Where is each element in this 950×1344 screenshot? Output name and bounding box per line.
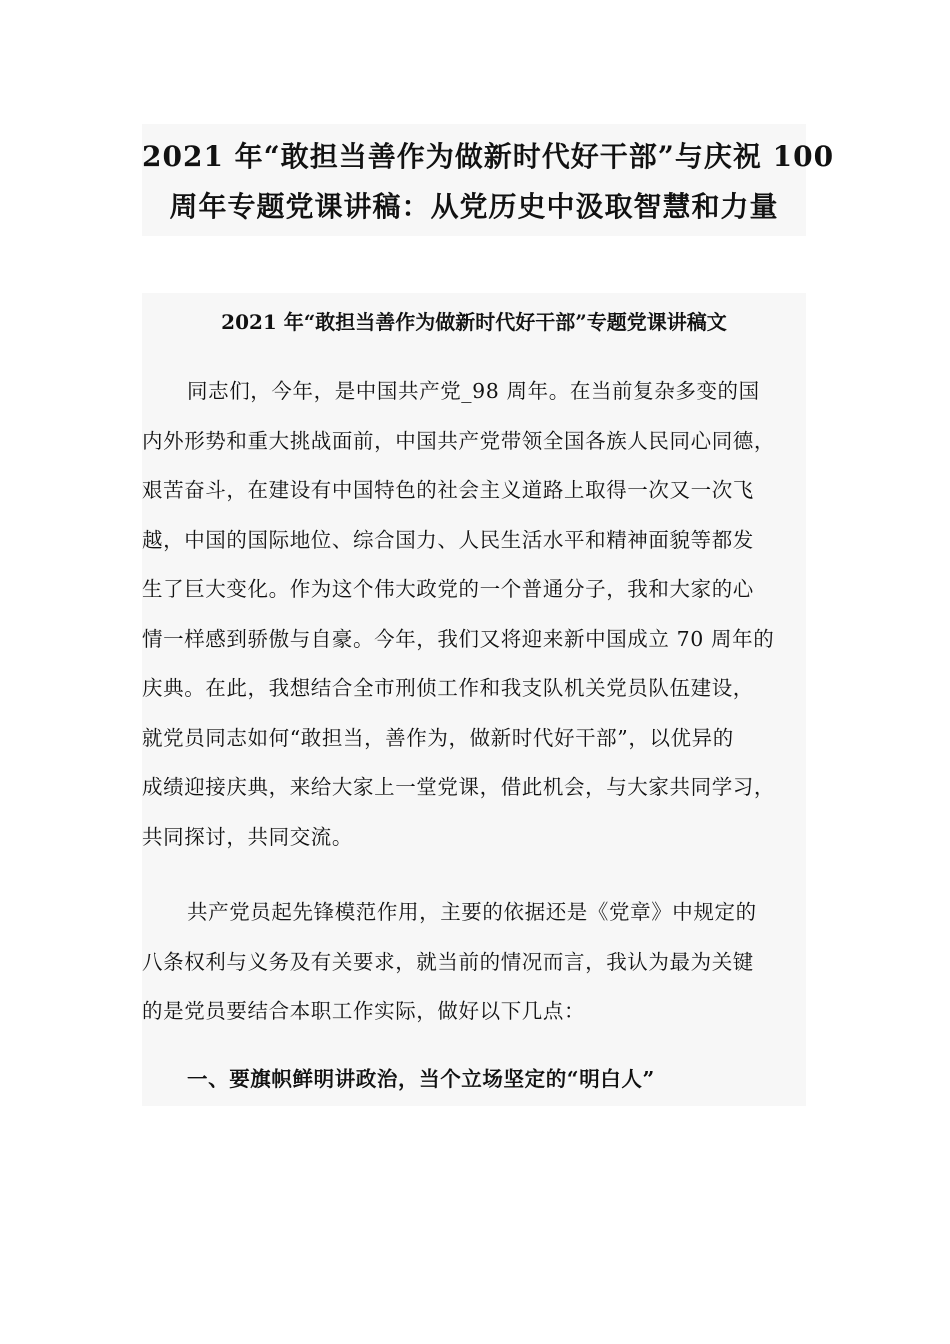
- paragraph-line: 生了巨大变化。作为这个伟大政党的一个普通分子，我和大家的心: [142, 577, 754, 601]
- paragraph-line: 八条权利与义务及有关要求，就当前的情况而言，我认为最为关键: [142, 949, 754, 974]
- paragraph-line: 成绩迎接庆典，来给大家上一堂党课，借此机会，与大家共同学习，: [142, 775, 775, 799]
- paragraph-line: 庆典。在此，我想结合全市刑侦工作和我支队机关党员队伍建设，: [142, 676, 754, 700]
- paragraph-line: 艰苦奋斗，在建设有中国特色的社会主义道路上取得一次又一次飞: [142, 478, 754, 502]
- paragraph-line: 同志们，今年，是中国共产党_98 周年。在当前复杂多变的国: [187, 379, 760, 403]
- paragraph-line: 共同探讨，共同交流。: [142, 824, 353, 849]
- paragraph-2: [142, 888, 806, 1037]
- paragraph-line: 共产党员起先锋模范作用，主要的依据还是《党章》中规定的: [187, 900, 757, 924]
- title-line-2: 周年专题党课讲稿：从党历史中汲取智慧和力量: [169, 190, 779, 223]
- paragraph-line: 内外形势和重大挑战面前，中国共产党带领全国各族人民同心同德，: [142, 428, 775, 453]
- title-line-1: 2021 年“敢担当善作为做新时代好干部”与庆祝 100: [142, 140, 835, 173]
- paragraph-line: 情一样感到骄傲与自豪。今年，我们又将迎来新中国成立 70 周年的: [142, 626, 775, 651]
- document-title: [142, 124, 835, 236]
- document-subtitle: 2021 年“敢担当善作为做新时代好干部”专题党课讲稿文: [221, 310, 727, 334]
- document-body: [142, 293, 806, 1106]
- paragraph-line: 越，中国的国际地位、综合国力、人民生活水平和精神面貌等都发: [142, 527, 754, 552]
- paragraph-line: 的是党员要结合本职工作实际，做好以下几点：: [142, 999, 586, 1023]
- section-heading-1: 一、要旗帜鲜明讲政治，当个立场坚定的“明白人”: [187, 1067, 655, 1091]
- paragraph-line: 就党员同志如何“敢担当，善作为，做新时代好干部”，以优异的: [142, 725, 734, 750]
- paragraph-1: [142, 367, 806, 862]
